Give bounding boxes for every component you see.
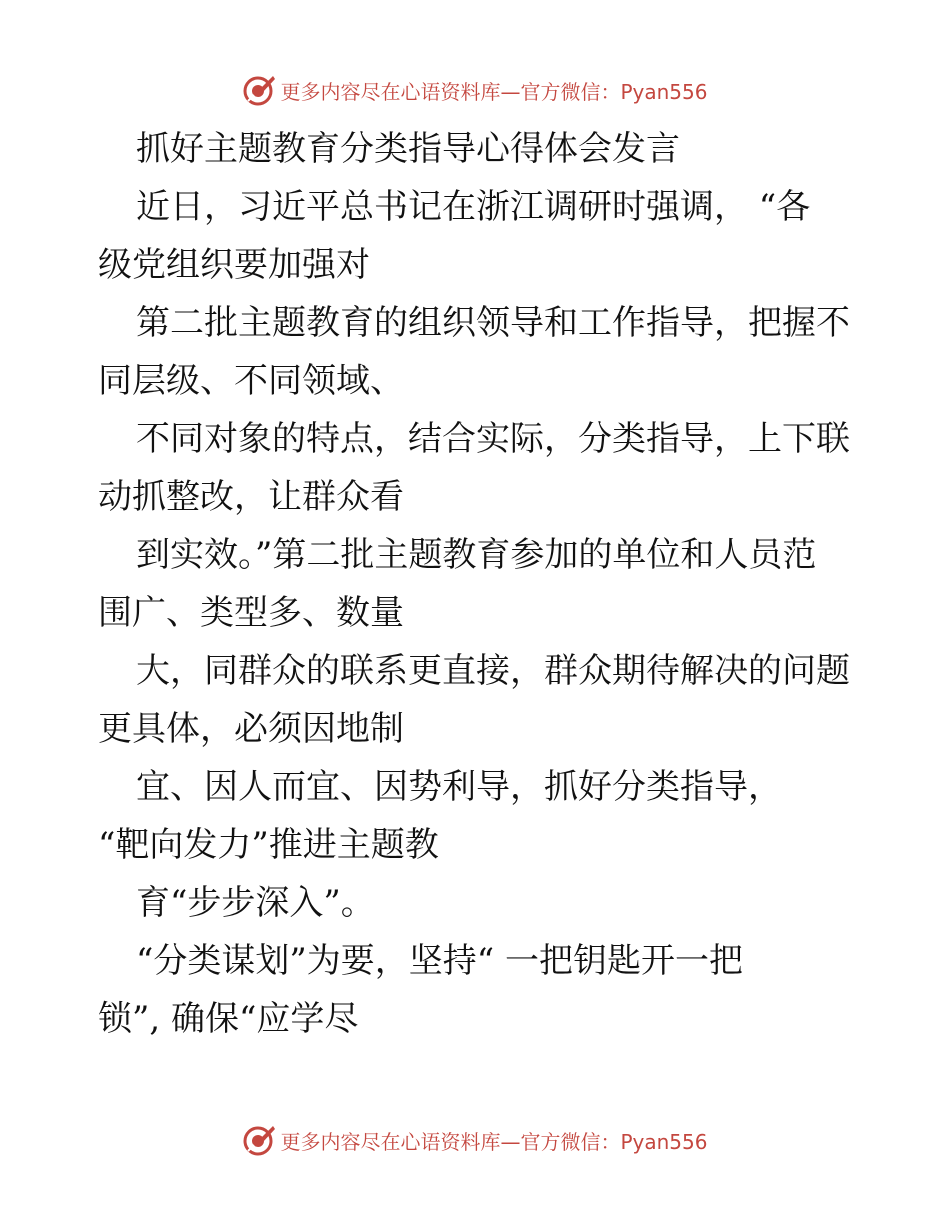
paragraph-line: 动抓整改，让群众看 [98,477,404,517]
paragraph-line: 围广、类型多、数量 [98,593,404,633]
paragraph-line: “分类谋划”为要，坚持“ 一把钥匙开一把 [136,941,743,981]
paragraph-line: 宜、因人而宜、因势利导，抓好分类指导， [136,767,782,807]
paragraph-line: 更具体，必须因地制 [98,709,404,749]
document-title: 抓好主题教育分类指导心得体会发言 [136,129,680,169]
quill-logo-icon [242,73,276,107]
quill-logo-icon [242,1123,276,1157]
paragraph-line: 第二批主题教育的组织领导和工作指导，把握不 [136,303,850,343]
header-banner-text: 更多内容尽在心语资料库—官方微信：Pyan556 [280,79,708,104]
paragraph-line: 同层级、不同领域、 [98,361,404,401]
document-body [98,120,858,1048]
paragraph-line: 育“步步深入”。 [136,883,375,923]
paragraph-line: 近日，习近平总书记在浙江调研时强调， “各 [136,187,811,227]
footer-banner-text: 更多内容尽在心语资料库—官方微信：Pyan556 [280,1129,708,1154]
paragraph-line: 锁”, 确保“应学尽 [98,999,359,1039]
paragraph-line: 级党组织要加强对 [98,245,370,285]
footer-banner [0,1120,950,1160]
paragraph-line: 到实效。”第二批主题教育参加的单位和人员范 [136,535,817,575]
header-banner [0,70,950,110]
paragraph-line: 不同对象的特点，结合实际，分类指导，上下联 [136,419,850,459]
paragraph-line: “靶向发力”推进主题教 [98,825,439,865]
paragraph-line: 大，同群众的联系更直接，群众期待解决的问题 [136,651,850,691]
